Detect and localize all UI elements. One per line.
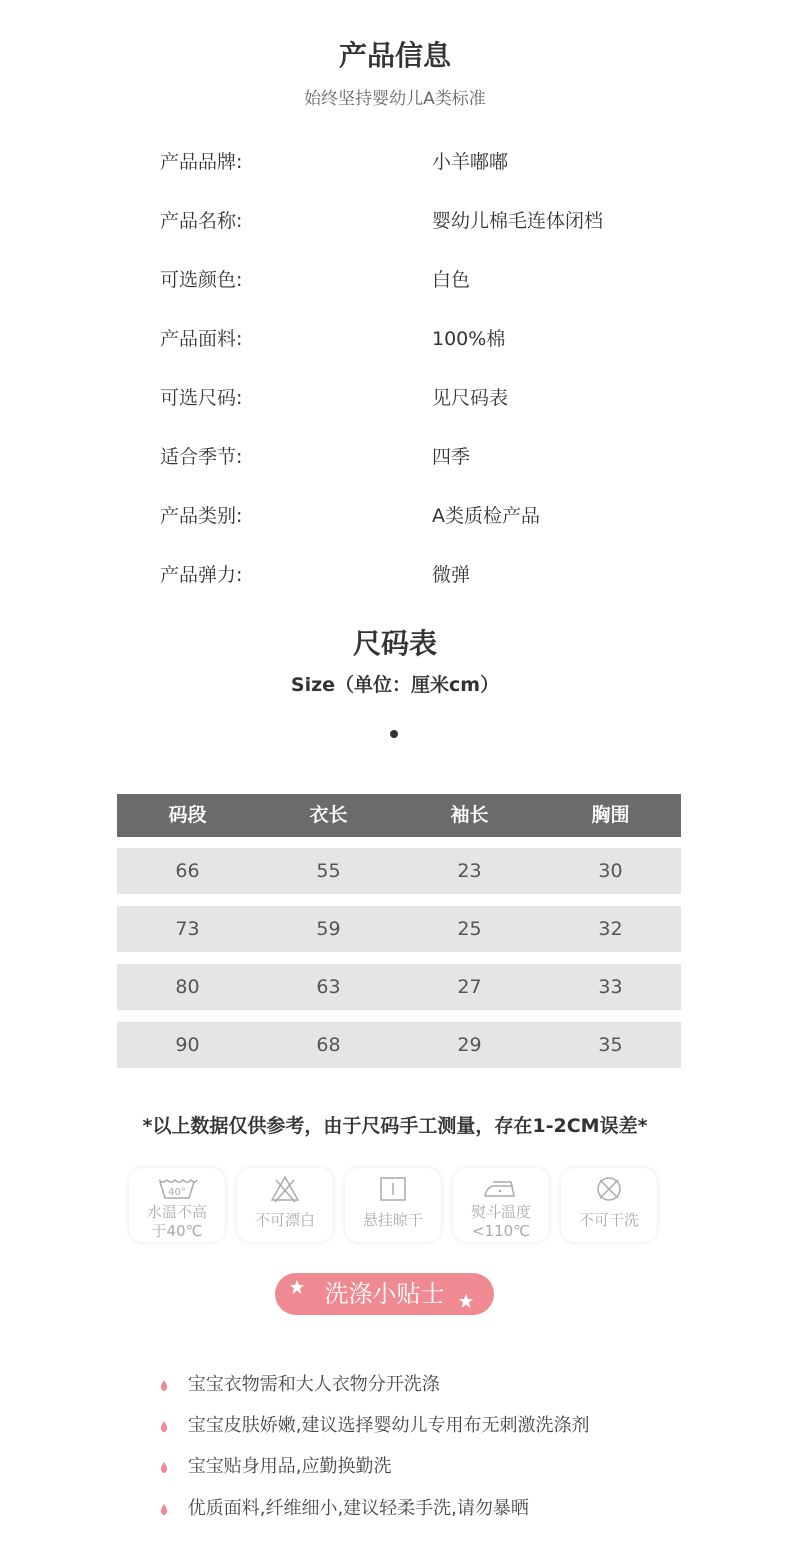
table-header [117, 794, 681, 837]
info-value-elasticity: 微弹 [432, 564, 471, 586]
table-row [117, 964, 681, 1010]
table-cell: 63 [316, 976, 341, 998]
table-header-cell: 胸围 [591, 804, 630, 826]
tips-title: 洗涤小贴士 [324, 1280, 445, 1308]
info-label-elasticity: 产品弹力: [160, 564, 243, 586]
info-label-category: 产品类别: [160, 505, 243, 527]
info-label-fabric: 产品面料: [160, 328, 243, 350]
drop-icon [160, 1421, 168, 1432]
table-cell: 73 [175, 918, 200, 940]
table-header-cell: 袖长 [450, 804, 489, 826]
info-value-color: 白色 [432, 269, 471, 291]
info-label-brand: 产品品牌: [160, 151, 243, 173]
wash-temp-badge: 40° [168, 1187, 186, 1198]
hang-dry-icon [378, 1174, 408, 1204]
star-icon [458, 1293, 474, 1309]
no-dry-clean-icon [594, 1174, 624, 1204]
info-value-fabric: 100%棉 [432, 328, 506, 350]
care-item-hang [345, 1168, 441, 1242]
tip-text: 宝宝皮肤娇嫩,建议选择婴幼儿专用布无刺激洗涤剂 [187, 1415, 590, 1436]
care-item-iron [453, 1168, 549, 1242]
drop-icon [160, 1462, 168, 1473]
table-cell: 80 [175, 976, 200, 998]
list-item [160, 1452, 391, 1478]
table-cell: 90 [175, 1034, 200, 1056]
list-item [160, 1411, 589, 1437]
care-item-bleach [237, 1168, 333, 1242]
size-title: 尺码表 [352, 627, 437, 660]
info-label-name: 产品名称: [160, 210, 243, 232]
table-header-cell: 码段 [168, 804, 207, 826]
list-item [160, 1494, 529, 1520]
drop-icon [160, 1380, 168, 1391]
info-title: 产品信息 [338, 39, 451, 72]
size-subtitle: Size（单位：厘米cm） [290, 674, 500, 696]
care-label-2: <110℃ [471, 1222, 531, 1240]
table-cell: 25 [457, 918, 482, 940]
table-cell: 29 [457, 1034, 482, 1056]
info-value-size: 见尺码表 [432, 387, 509, 409]
info-value-category: A类质检产品 [432, 505, 540, 527]
tip-text: 优质面料,纤维细小,建议轻柔手洗,请勿暴晒 [187, 1498, 529, 1519]
table-cell: 30 [598, 860, 623, 882]
table-row [117, 906, 681, 952]
care-item-wash [129, 1168, 225, 1242]
size-note: *以上数据仅供参考，由于尺码手工测量，存在1-2CM误差* [142, 1115, 648, 1137]
tips-title-pill [275, 1273, 494, 1315]
drop-icon [160, 1504, 168, 1515]
tip-text: 宝宝衣物需和大人衣物分开洗涤 [187, 1374, 440, 1395]
care-label: 水温不高 [146, 1203, 207, 1221]
info-value-brand: 小羊嘟嘟 [432, 151, 509, 173]
table-cell: 33 [598, 976, 623, 998]
info-label-size: 可选尺码: [160, 387, 243, 409]
table-header-cell: 衣长 [309, 804, 348, 826]
care-label: 悬挂晾干 [362, 1211, 423, 1229]
table-cell: 59 [316, 918, 341, 940]
care-label: 熨斗温度 [470, 1203, 531, 1221]
table-cell: 68 [316, 1034, 341, 1056]
info-subtitle: 始终坚持婴幼儿A类标准 [304, 89, 486, 109]
care-label-2: 于40℃ [151, 1222, 203, 1240]
info-label-color: 可选颜色: [160, 269, 243, 291]
table-cell: 32 [598, 918, 623, 940]
info-value-name: 婴幼儿棉毛连体闭档 [432, 210, 604, 232]
table-row [117, 1022, 681, 1068]
care-item-dryclean [561, 1168, 657, 1242]
table-cell: 35 [598, 1034, 623, 1056]
care-label: 不可干洗 [578, 1211, 639, 1229]
size-table [117, 794, 681, 1069]
care-label: 不可漂白 [254, 1211, 315, 1229]
table-row [117, 848, 681, 894]
list-item [160, 1370, 440, 1396]
table-cell: 23 [457, 860, 482, 882]
table-cell: 55 [316, 860, 341, 882]
tip-text: 宝宝贴身用品,应勤换勤洗 [187, 1456, 392, 1477]
bullet-dot [390, 730, 398, 738]
iron-icon [481, 1174, 521, 1202]
star-icon [289, 1279, 305, 1295]
table-cell: 66 [175, 860, 200, 882]
info-label-season: 适合季节: [160, 446, 243, 468]
info-value-season: 四季 [432, 446, 471, 468]
wash-40-icon [155, 1174, 199, 1202]
no-bleach-icon [270, 1174, 300, 1204]
table-cell: 27 [457, 976, 482, 998]
